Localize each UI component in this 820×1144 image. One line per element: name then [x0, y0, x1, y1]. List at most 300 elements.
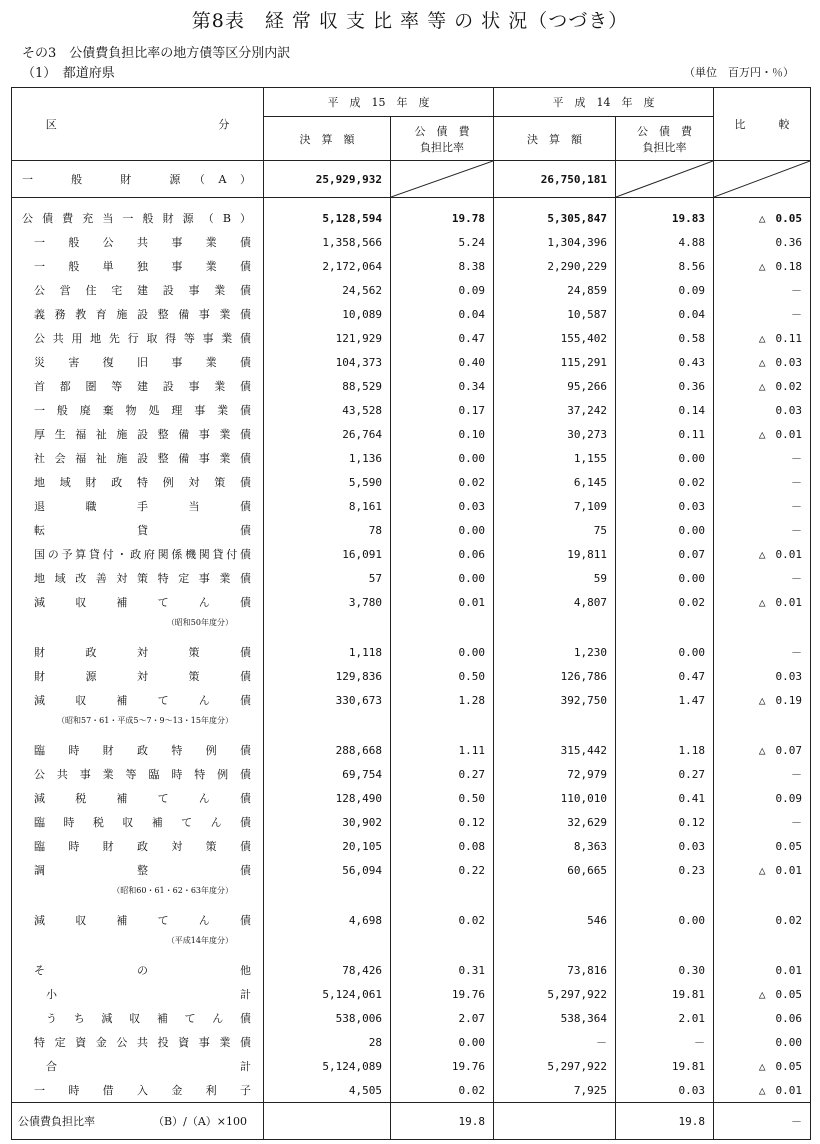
settlement-2002: 7,925 — [494, 1078, 616, 1103]
settlement-2003: 24,562 — [264, 278, 391, 302]
table-row — [12, 302, 811, 326]
row-label: うち減収補てん債 — [12, 1006, 264, 1030]
comparison — [714, 350, 811, 374]
ratio-2003: 8.38 — [391, 254, 494, 278]
ratio-2003: 19.78 — [391, 206, 494, 230]
ratio-2002: 0.00 — [616, 908, 714, 932]
row-label: 公営住宅建設事業債 — [12, 278, 264, 302]
table-row — [12, 446, 811, 470]
comparison — [714, 278, 811, 302]
table-row — [12, 786, 811, 810]
settlement-2003: 538,006 — [264, 1006, 391, 1030]
settlement-2002: 315,442 — [494, 738, 616, 762]
comparison-value: 0.09 — [775, 791, 802, 805]
ratio-2003: 0.00 — [391, 1030, 494, 1054]
burden-ratio-label-cell — [12, 1103, 264, 1140]
row-label: 一時借入金利子 — [12, 1078, 264, 1103]
ratio-2002: 0.00 — [616, 518, 714, 542]
note-row — [12, 932, 811, 948]
ratio-2002: 0.58 — [616, 326, 714, 350]
general-revenue-row — [12, 161, 811, 198]
settlement-2003: 3,780 — [264, 590, 391, 614]
header-settlement-b: 決 算 額 — [494, 117, 616, 161]
row-label: 財政対策債 — [12, 640, 264, 664]
table-row — [12, 326, 811, 350]
row-label: 減収補てん債 — [12, 688, 264, 712]
settlement-2003: 5,124,061 — [264, 982, 391, 1006]
header-ratio-a — [391, 117, 494, 161]
decrease-triangle-icon: △ — [758, 259, 766, 273]
table-row — [12, 762, 811, 786]
settlement-2003: 78 — [264, 518, 391, 542]
settlement-2003: 26,764 — [264, 422, 391, 446]
settlement-2002: － — [494, 1030, 616, 1054]
decrease-triangle-icon: △ — [758, 743, 766, 757]
settlement-2003: 88,529 — [264, 374, 391, 398]
row-label: 公債費充当一般財源（B） — [12, 206, 264, 230]
comparison-value: 0.01 — [775, 1083, 802, 1097]
table-row — [12, 278, 811, 302]
header-comparison: 比 較 — [714, 88, 811, 161]
comparison-value: － — [791, 452, 802, 465]
comparison — [714, 688, 811, 712]
row-label: 臨時財政特例債 — [12, 738, 264, 762]
empty-cell — [264, 1103, 391, 1140]
ratio-2003: 1.28 — [391, 688, 494, 712]
row-label: 社会福祉施設整備事業債 — [12, 446, 264, 470]
decrease-triangle-icon: △ — [758, 547, 766, 561]
header-period-2003: 平 成 15 年 度 — [264, 88, 494, 117]
comparison — [714, 786, 811, 810]
ratio-2002: 0.30 — [616, 958, 714, 982]
row-label: 災害復旧事業債 — [12, 350, 264, 374]
decrease-triangle-icon: △ — [758, 863, 766, 877]
table-row — [12, 494, 811, 518]
fiscal-year-note: （昭和57・61・平成5～7・9～13・15年度分） — [12, 712, 264, 728]
settlement-2003: 57 — [264, 566, 391, 590]
table-row — [12, 958, 811, 982]
settlement-2002: 5,305,847 — [494, 206, 616, 230]
settlement-2002: 546 — [494, 908, 616, 932]
ratio-2002: 0.27 — [616, 762, 714, 786]
comparison — [714, 738, 811, 762]
ratio-2003: 0.34 — [391, 374, 494, 398]
settlement-2003: 30,902 — [264, 810, 391, 834]
ratio-2002: 8.56 — [616, 254, 714, 278]
row-label: 一般廃棄物処理事業債 — [12, 398, 264, 422]
note-row — [12, 882, 811, 898]
settlement-2003: 1,118 — [264, 640, 391, 664]
table-row — [12, 858, 811, 882]
comparison — [714, 982, 811, 1006]
comparison — [714, 398, 811, 422]
comparison — [714, 858, 811, 882]
decrease-triangle-icon: △ — [758, 427, 766, 441]
comparison-value: － — [791, 524, 802, 537]
settlement-2002: 4,807 — [494, 590, 616, 614]
ratio-2002: 0.09 — [616, 278, 714, 302]
comparison-value: － — [791, 476, 802, 489]
ratio-2002: 19.81 — [616, 1054, 714, 1078]
comparison-value: 0.18 — [775, 259, 802, 273]
ratio-2003: 0.31 — [391, 958, 494, 982]
settlement-2002: 73,816 — [494, 958, 616, 982]
ratio-2002: 0.00 — [616, 446, 714, 470]
settlement-2002: 32,629 — [494, 810, 616, 834]
settlement-2002: 24,859 — [494, 278, 616, 302]
ratio-2003: 0.40 — [391, 350, 494, 374]
decrease-triangle-icon: △ — [758, 1083, 766, 1097]
settlement-2002: 2,290,229 — [494, 254, 616, 278]
settlement-2002: 10,587 — [494, 302, 616, 326]
settlement-2002: 110,010 — [494, 786, 616, 810]
burden-ratio-comparison: － — [714, 1103, 811, 1140]
diagonal-cell — [714, 161, 811, 198]
ratio-2003: 5.24 — [391, 230, 494, 254]
ratio-2002: 0.41 — [616, 786, 714, 810]
table-row — [12, 1030, 811, 1054]
settlement-2003: 2,172,064 — [264, 254, 391, 278]
ratio-2003: 0.02 — [391, 1078, 494, 1103]
ratio-2003: 0.12 — [391, 810, 494, 834]
comparison-value: 0.02 — [775, 913, 802, 927]
table-row — [12, 350, 811, 374]
decrease-triangle-icon: △ — [758, 1059, 766, 1073]
comparison-value: 0.03 — [775, 669, 802, 683]
header-ratio-b-l2: 負担比率 — [642, 140, 687, 154]
comparison-value: 0.01 — [775, 547, 802, 561]
ratio-2002: 0.23 — [616, 858, 714, 882]
table-subtitle: その3 公債費負担比率の地方債等区分別内訳 — [22, 46, 291, 61]
row-label: 特定資金公共投資事業債 — [12, 1030, 264, 1054]
comparison — [714, 908, 811, 932]
row-label: 首都圏等建設事業債 — [12, 374, 264, 398]
settlement-2003: 69,754 — [264, 762, 391, 786]
burden-ratio-2003: 19.8 — [391, 1103, 494, 1140]
settlement-2002: 7,109 — [494, 494, 616, 518]
settlement-2003: 4,505 — [264, 1078, 391, 1103]
ratio-2002: 1.47 — [616, 688, 714, 712]
ratio-2002: 0.02 — [616, 590, 714, 614]
settlement-2003: 20,105 — [264, 834, 391, 858]
table-row — [12, 834, 811, 858]
settlement-2002: 59 — [494, 566, 616, 590]
table-row — [12, 688, 811, 712]
settlement-2002: 392,750 — [494, 688, 616, 712]
decrease-triangle-icon: △ — [758, 595, 766, 609]
ratio-2002: 0.36 — [616, 374, 714, 398]
table-row — [12, 1078, 811, 1103]
table-row — [12, 738, 811, 762]
general-revenue-a: 25,929,932 — [264, 161, 391, 198]
section-label: （1） 都道府県 — [22, 66, 115, 81]
comparison — [714, 1054, 811, 1078]
settlement-2003: 104,373 — [264, 350, 391, 374]
comparison — [714, 762, 811, 786]
settlement-2003: 5,590 — [264, 470, 391, 494]
comparison — [714, 302, 811, 326]
settlement-2002: 19,811 — [494, 542, 616, 566]
decrease-triangle-icon: △ — [758, 379, 766, 393]
row-label: 臨時税収補てん債 — [12, 810, 264, 834]
comparison-value: 0.01 — [775, 863, 802, 877]
settlement-2002: 8,363 — [494, 834, 616, 858]
ratio-2003: 0.17 — [391, 398, 494, 422]
table-row — [12, 590, 811, 614]
burden-ratio-row — [12, 1103, 811, 1140]
ratio-2003: 1.11 — [391, 738, 494, 762]
ratio-2003: 19.76 — [391, 1054, 494, 1078]
settlement-2003: 10,089 — [264, 302, 391, 326]
row-label: 転貸債 — [12, 518, 264, 542]
row-label: 減収補てん債 — [12, 590, 264, 614]
table-row — [12, 640, 811, 664]
row-label: その他 — [12, 958, 264, 982]
table-body — [12, 161, 811, 1140]
comparison-value: － — [791, 816, 802, 829]
ratio-2003: 0.06 — [391, 542, 494, 566]
row-label: 減収補てん債 — [12, 908, 264, 932]
comparison — [714, 834, 811, 858]
ratio-2003: 0.47 — [391, 326, 494, 350]
general-revenue-b: 26,750,181 — [494, 161, 616, 198]
settlement-2003: 28 — [264, 1030, 391, 1054]
settlement-2003: 8,161 — [264, 494, 391, 518]
general-revenue-label: 一 般 財 源（A） — [12, 161, 264, 198]
ratio-2002: 0.47 — [616, 664, 714, 688]
ratio-2002: 1.18 — [616, 738, 714, 762]
header-period-2002: 平 成 14 年 度 — [494, 88, 714, 117]
ratio-2003: 0.04 — [391, 302, 494, 326]
comparison-value: 0.05 — [775, 1059, 802, 1073]
ratio-2002: 0.03 — [616, 834, 714, 858]
ratio-2002: 0.00 — [616, 566, 714, 590]
row-label: 財源対策債 — [12, 664, 264, 688]
table-row — [12, 254, 811, 278]
settlement-2002: 6,145 — [494, 470, 616, 494]
decrease-triangle-icon: △ — [758, 211, 766, 225]
header-kubun-right: 分 — [218, 118, 230, 131]
diagonal-cell — [616, 161, 714, 198]
comparison-value: 0.03 — [775, 355, 802, 369]
comparison — [714, 1078, 811, 1103]
ratio-2002: 0.14 — [616, 398, 714, 422]
settlement-2003: 129,836 — [264, 664, 391, 688]
comparison-value: － — [791, 284, 802, 297]
ratio-2002: 19.81 — [616, 982, 714, 1006]
comparison — [714, 422, 811, 446]
comparison-value: 0.11 — [775, 331, 802, 345]
comparison-value: 0.36 — [775, 235, 802, 249]
fiscal-year-note: （昭和50年度分） — [12, 614, 264, 630]
settlement-2003: 4,698 — [264, 908, 391, 932]
settlement-2003: 288,668 — [264, 738, 391, 762]
comparison — [714, 326, 811, 350]
ratio-2003: 19.76 — [391, 982, 494, 1006]
fiscal-year-note: （平成14年度分） — [12, 932, 264, 948]
row-label: 一般単独事業債 — [12, 254, 264, 278]
row-label: 合計 — [12, 1054, 264, 1078]
settlement-2002: 75 — [494, 518, 616, 542]
header-kubun-left: 区 — [45, 118, 57, 131]
row-label: 地域財政特例対策債 — [12, 470, 264, 494]
comparison — [714, 518, 811, 542]
row-label: 義務教育施設整備事業債 — [12, 302, 264, 326]
settlement-2002: 95,266 — [494, 374, 616, 398]
settlement-2003: 1,358,566 — [264, 230, 391, 254]
decrease-triangle-icon: △ — [758, 987, 766, 1001]
comparison-value: 0.06 — [775, 1011, 802, 1025]
decrease-triangle-icon: △ — [758, 331, 766, 345]
row-label: 地域改善対策特定事業債 — [12, 566, 264, 590]
settlement-2002: 1,230 — [494, 640, 616, 664]
decrease-triangle-icon: △ — [758, 355, 766, 369]
note-row — [12, 614, 811, 630]
ratio-2002: 0.07 — [616, 542, 714, 566]
comparison-value: 0.05 — [775, 987, 802, 1001]
comparison — [714, 494, 811, 518]
data-table — [11, 87, 811, 1140]
row-label: 厚生福祉施設整備事業債 — [12, 422, 264, 446]
settlement-2002: 1,304,396 — [494, 230, 616, 254]
table-row — [12, 1054, 811, 1078]
settlement-2002: 37,242 — [494, 398, 616, 422]
burden-ratio-label: 公債費負担比率 — [18, 1115, 95, 1128]
ratio-2003: 0.00 — [391, 566, 494, 590]
settlement-2002: 72,979 — [494, 762, 616, 786]
burden-ratio-formula: （B）/（A）×100 — [153, 1115, 247, 1128]
fiscal-year-note: （昭和60・61・62・63年度分） — [12, 882, 264, 898]
comparison-value: － — [791, 646, 802, 659]
comparison — [714, 664, 811, 688]
comparison-value: 0.19 — [775, 693, 802, 707]
comparison — [714, 590, 811, 614]
row-label: 退職手当債 — [12, 494, 264, 518]
comparison — [714, 542, 811, 566]
comparison — [714, 230, 811, 254]
comparison-value: 0.00 — [775, 1035, 802, 1049]
comparison-value: － — [791, 572, 802, 585]
ratio-2003: 2.07 — [391, 1006, 494, 1030]
header-ratio-b-l1: 公 債 費 — [637, 124, 692, 138]
row-label: 小計 — [12, 982, 264, 1006]
ratio-2002: 0.04 — [616, 302, 714, 326]
ratio-2002: 0.12 — [616, 810, 714, 834]
diagonal-cell — [391, 161, 494, 198]
comparison-value: 0.03 — [775, 403, 802, 417]
table-row — [12, 908, 811, 932]
row-label: 減税補てん債 — [12, 786, 264, 810]
comparison-value: － — [791, 500, 802, 513]
table-row — [12, 982, 811, 1006]
settlement-2003: 43,528 — [264, 398, 391, 422]
settlement-2003: 330,673 — [264, 688, 391, 712]
table-row — [12, 374, 811, 398]
ratio-2003: 0.22 — [391, 858, 494, 882]
comparison — [714, 206, 811, 230]
table-row — [12, 1006, 811, 1030]
comparison — [714, 640, 811, 664]
comparison — [714, 1006, 811, 1030]
table-row — [12, 230, 811, 254]
burden-ratio-2002: 19.8 — [616, 1103, 714, 1140]
comparison — [714, 470, 811, 494]
ratio-2003: 0.01 — [391, 590, 494, 614]
settlement-2002: 60,665 — [494, 858, 616, 882]
decrease-triangle-icon: △ — [758, 693, 766, 707]
header-settlement-a: 決 算 額 — [264, 117, 391, 161]
table-row — [12, 518, 811, 542]
ratio-2002: 4.88 — [616, 230, 714, 254]
ratio-2003: 0.50 — [391, 786, 494, 810]
settlement-2003: 16,091 — [264, 542, 391, 566]
ratio-2002: 0.11 — [616, 422, 714, 446]
settlement-2003: 1,136 — [264, 446, 391, 470]
settlement-2002: 155,402 — [494, 326, 616, 350]
table-row — [12, 664, 811, 688]
row-label: 公共用地先行取得等事業債 — [12, 326, 264, 350]
table-row — [12, 470, 811, 494]
comparison — [714, 958, 811, 982]
header-kubun — [12, 88, 264, 161]
ratio-2002: 19.83 — [616, 206, 714, 230]
settlement-2002: 5,297,922 — [494, 982, 616, 1006]
table-row — [12, 566, 811, 590]
settlement-2002: 5,297,922 — [494, 1054, 616, 1078]
settlement-2003: 5,124,089 — [264, 1054, 391, 1078]
ratio-2003: 0.03 — [391, 494, 494, 518]
settlement-2003: 5,128,594 — [264, 206, 391, 230]
comparison — [714, 810, 811, 834]
row-label: 国の予算貸付・政府関係機関貸付債 — [12, 542, 264, 566]
settlement-2002: 126,786 — [494, 664, 616, 688]
ratio-2003: 0.00 — [391, 518, 494, 542]
ratio-2002: 0.03 — [616, 1078, 714, 1103]
table-row — [12, 542, 811, 566]
table-row — [12, 398, 811, 422]
settlement-2003: 121,929 — [264, 326, 391, 350]
comparison-value: 0.01 — [775, 595, 802, 609]
header-ratio-a-l2: 負担比率 — [420, 140, 464, 154]
ratio-2002: 2.01 — [616, 1006, 714, 1030]
ratio-2002: 0.00 — [616, 640, 714, 664]
table-row — [12, 422, 811, 446]
ratio-2002: 0.43 — [616, 350, 714, 374]
ratio-2003: 0.09 — [391, 278, 494, 302]
row-label: 臨時財政対策債 — [12, 834, 264, 858]
ratio-2003: 0.08 — [391, 834, 494, 858]
note-row — [12, 712, 811, 728]
header-ratio-a-l1: 公 債 費 — [414, 124, 470, 138]
settlement-2003: 56,094 — [264, 858, 391, 882]
settlement-2003: 78,426 — [264, 958, 391, 982]
comparison-value: － — [791, 308, 802, 321]
ratio-2002: 0.02 — [616, 470, 714, 494]
table-row — [12, 810, 811, 834]
comparison-value: 0.01 — [775, 963, 802, 977]
comparison-value: 0.01 — [775, 427, 802, 441]
ratio-2002: － — [616, 1030, 714, 1054]
empty-cell — [494, 1103, 616, 1140]
ratio-2003: 0.50 — [391, 664, 494, 688]
header-ratio-b — [616, 117, 714, 161]
settlement-2002: 538,364 — [494, 1006, 616, 1030]
row-label: 一般公共事業債 — [12, 230, 264, 254]
ratio-2002: 0.03 — [616, 494, 714, 518]
comparison — [714, 374, 811, 398]
ratio-2003: 0.10 — [391, 422, 494, 446]
row-label: 公共事業等臨時特例債 — [12, 762, 264, 786]
